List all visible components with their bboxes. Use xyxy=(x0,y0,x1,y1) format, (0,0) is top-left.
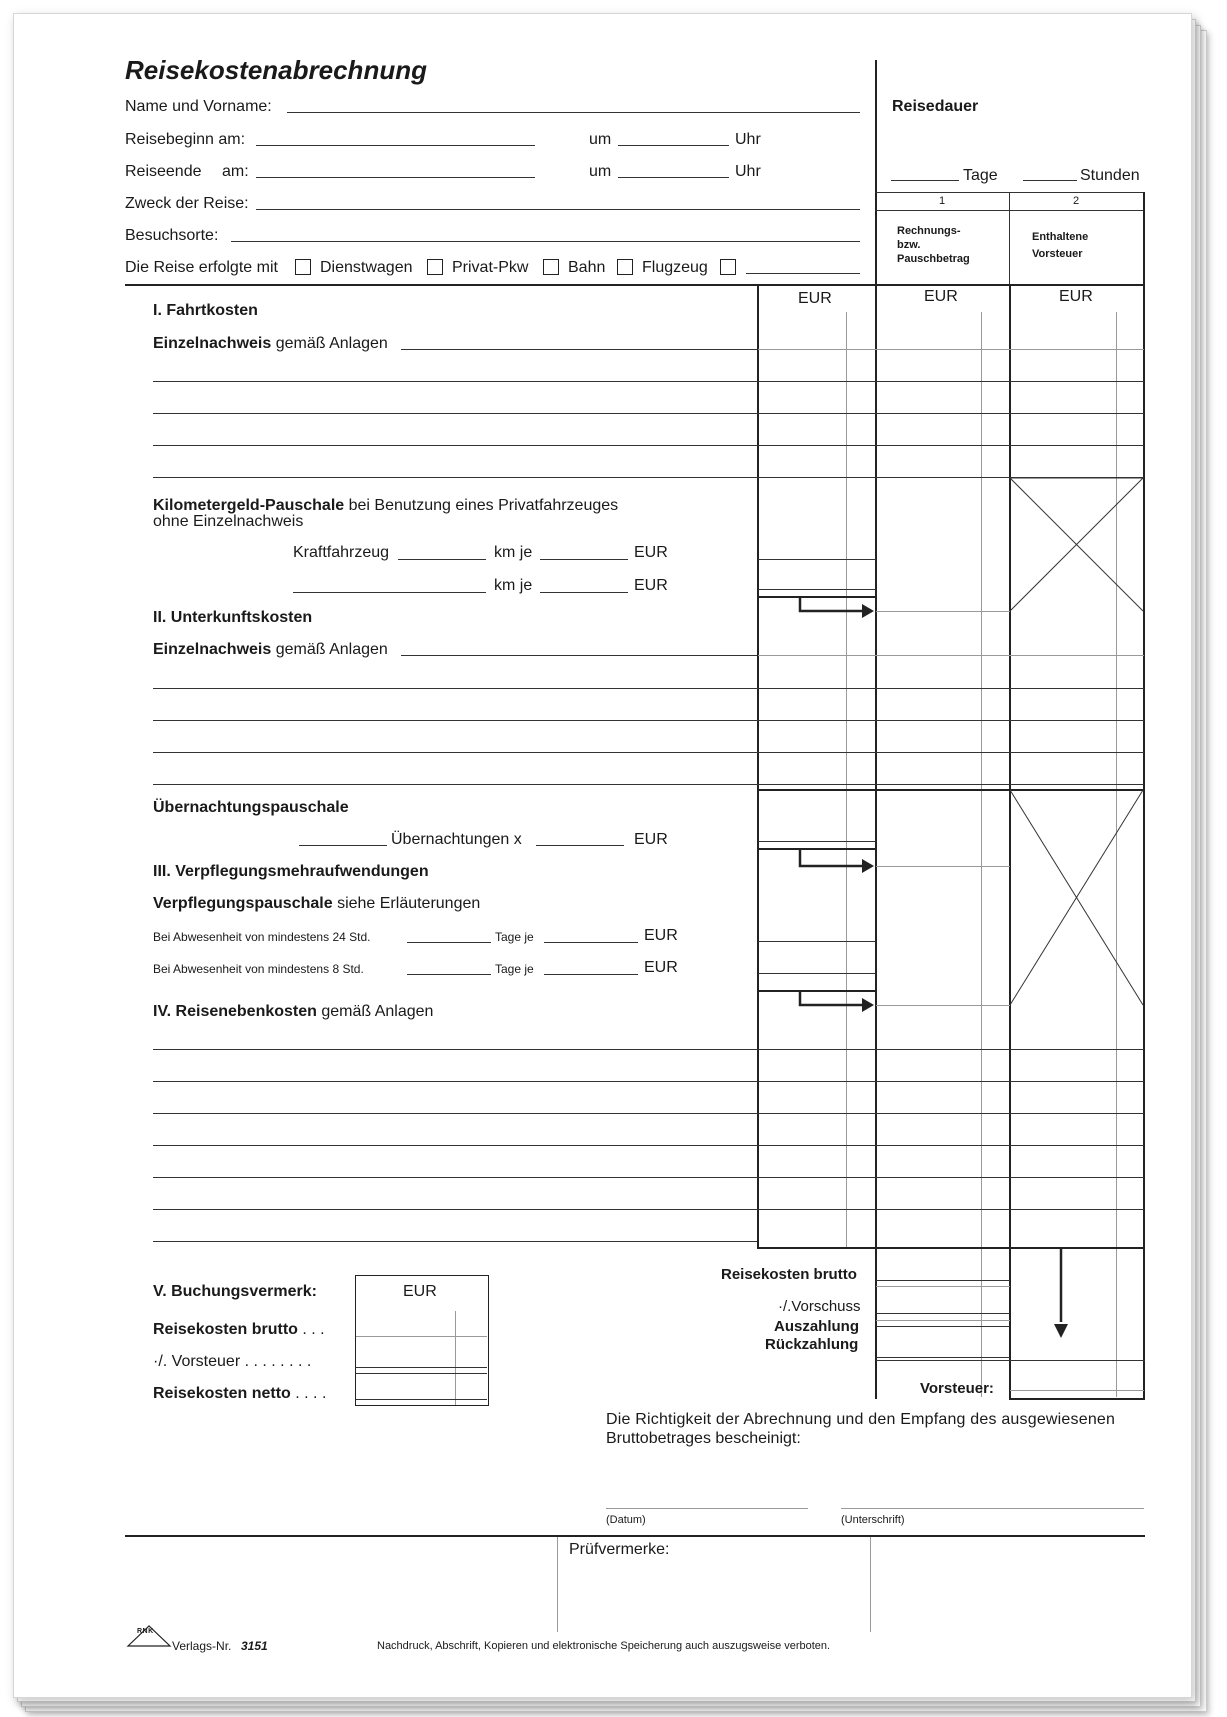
pruef-top-line xyxy=(125,1535,1145,1537)
confirm-text-2: Bruttobetrages bescheinigt: xyxy=(606,1430,801,1447)
form-title: Reisekostenabrechnung xyxy=(125,55,427,85)
stunden-label: Stunden xyxy=(1080,167,1140,184)
eur-5: EUR xyxy=(644,959,678,976)
start-uhr: Uhr xyxy=(735,131,761,148)
arrow-verpflegung xyxy=(800,990,866,1005)
buchung-netto-line[interactable] xyxy=(356,1399,487,1400)
summary-brutto: Reisekosten brutto xyxy=(721,1266,857,1283)
abwesenheit-8: Bei Abwesenheit von mindestens 8 Std. xyxy=(153,962,364,976)
summary-brutto-line[interactable] xyxy=(876,1280,1010,1281)
arrow-unterkunft-head xyxy=(862,859,874,873)
section-fahrtkosten: I. Fahrtkosten xyxy=(153,302,258,319)
option-dienstwagen: Dienstwagen xyxy=(320,259,413,276)
arrow-verpflegung-head xyxy=(862,998,874,1012)
buchung-vorsteuer-line2 xyxy=(356,1373,487,1374)
summary-vorsteuer: Vorsteuer: xyxy=(920,1380,994,1397)
buchung-vorsteuer-line[interactable] xyxy=(356,1367,487,1368)
buchung-netto: Reisekosten netto . . . . xyxy=(153,1385,327,1402)
option-bahn: Bahn xyxy=(568,259,606,276)
col-c-currency: EUR xyxy=(1059,288,1093,305)
verpflegungspauschale: Verpflegungspauschale siehe Erläuterungen xyxy=(153,895,481,912)
start-label: Reisebeginn am: xyxy=(125,131,246,148)
unterschrift-line[interactable] xyxy=(841,1508,1144,1509)
summary-block-bottom xyxy=(876,1360,1145,1361)
km-pauschale-line2: ohne Einzelnachweis xyxy=(153,513,304,530)
option-flugzeug: Flugzeug xyxy=(642,259,708,276)
copyright-notice: Nachdruck, Abschrift, Kopieren und elektronische Speicherung auch auszugsweise verboten. xyxy=(377,1640,831,1652)
end-label: Reiseende xyxy=(125,163,202,180)
abwesenheit-24: Bei Abwesenheit von mindestens 24 Std. xyxy=(153,930,371,944)
arrow-fahrt-head xyxy=(862,604,874,618)
col2-number: 2 xyxy=(1073,195,1080,207)
summary-vorschuss-line2 xyxy=(876,1320,1010,1321)
summary-auszahlung-line[interactable] xyxy=(876,1326,1010,1327)
col1-head-a: Rechnungs- xyxy=(897,225,961,237)
purpose-label: Zweck der Reise: xyxy=(125,195,249,212)
vorsteuer-bottom xyxy=(1009,1398,1145,1400)
col-a-currency: EUR xyxy=(798,290,832,307)
eur-4: EUR xyxy=(644,927,678,944)
col-b-currency: EUR xyxy=(924,288,958,305)
uebernachtungspauschale: Übernachtungspauschale xyxy=(153,799,349,816)
verlag-nr: 3151 xyxy=(241,1639,268,1653)
buchung-brutto-line[interactable] xyxy=(356,1336,487,1337)
datum-label: (Datum) xyxy=(606,1514,646,1526)
km-je-2: km je xyxy=(494,577,533,594)
end-uhr: Uhr xyxy=(735,163,761,180)
summary-vorschuss-line[interactable] xyxy=(876,1313,1010,1314)
summary-rueckzahlung: Rückzahlung xyxy=(765,1336,859,1353)
places-label: Besuchsorte: xyxy=(125,227,219,244)
vorsteuer-line[interactable] xyxy=(1010,1390,1144,1391)
uebernachtungen-label: Übernachtungen x xyxy=(391,831,522,848)
unterkunft-einzelnachweis: Einzelnachweis gemäß Anlagen xyxy=(153,641,388,658)
start-um: um xyxy=(589,131,612,148)
cross-unterkunft-verpflegung xyxy=(1010,790,1143,1005)
buchung-cent-line xyxy=(455,1311,456,1405)
eur-2: EUR xyxy=(634,577,668,594)
summary-auszahlung: Auszahlung xyxy=(774,1318,859,1335)
pruef-right-divider xyxy=(870,1537,871,1632)
col1-head-c: Pauschbetrag xyxy=(897,253,970,265)
eur-1: EUR xyxy=(634,544,668,561)
km-pauschale: Kilometergeld-Pauschale bei Benutzung eines Privatfahrzeuges xyxy=(153,497,619,514)
datum-line[interactable] xyxy=(606,1508,808,1509)
col1-head-b: bzw. xyxy=(897,239,921,251)
tage-je-24: Tage je xyxy=(495,930,534,944)
eur-3: EUR xyxy=(634,831,668,848)
summary-auszahlung-line2 xyxy=(876,1357,1010,1358)
summary-brutto-line2 xyxy=(876,1286,1010,1287)
confirm-text-1: Die Richtigkeit der Abrechnung und den Empfang des ausgewiesenen xyxy=(606,1411,1116,1428)
buchung-vorsteuer: ·/. Vorsteuer . . . . . . . . xyxy=(153,1353,312,1370)
name-label: Name und Vorname: xyxy=(125,98,272,115)
arrow-fahrt xyxy=(800,596,866,611)
section-verpflegung: III. Verpflegungsmehraufwendungen xyxy=(153,863,429,880)
tage-je-8: Tage je xyxy=(495,962,534,976)
col2-head-a: Enthaltene xyxy=(1032,231,1089,243)
col1-number: 1 xyxy=(939,195,946,207)
arrow-vorsteuer-head xyxy=(1054,1324,1068,1338)
col2-head-b: Vorsteuer xyxy=(1032,248,1083,260)
arrow-unterkunft xyxy=(800,848,866,866)
pruef-left-divider xyxy=(557,1537,558,1632)
verlag-label: Verlags-Nr. xyxy=(172,1639,232,1653)
tage-label: Tage xyxy=(963,167,998,184)
summary-vorschuss: ·/.Vorschuss xyxy=(778,1298,861,1315)
end-um: um xyxy=(589,163,612,180)
end-am: am: xyxy=(222,163,249,180)
option-privat-pkw: Privat-Pkw xyxy=(452,259,529,276)
kfz-label: Kraftfahrzeug xyxy=(293,544,390,561)
cross-fahrt xyxy=(1010,478,1143,611)
fahrt-einzelnachweis: Einzelnachweis gemäß Anlagen xyxy=(153,335,388,352)
km-je-1: km je xyxy=(494,544,533,561)
buchung-currency: EUR xyxy=(403,1283,437,1300)
logo-text: RNK xyxy=(137,1628,154,1635)
section-nebenkosten: IV. Reisenebenkosten gemäß Anlagen xyxy=(153,1003,434,1020)
buchung-brutto: Reisekosten brutto . . . xyxy=(153,1321,325,1338)
pruefvermerke-label: Prüfvermerke: xyxy=(569,1541,670,1558)
section-unterkunft: II. Unterkunftskosten xyxy=(153,609,313,626)
unterschrift-label: (Unterschrift) xyxy=(841,1514,905,1526)
buchung-title: V. Buchungsvermerk: xyxy=(153,1283,317,1300)
travel-by-label: Die Reise erfolgte mit xyxy=(125,259,278,276)
duration-label: Reisedauer xyxy=(892,98,979,115)
